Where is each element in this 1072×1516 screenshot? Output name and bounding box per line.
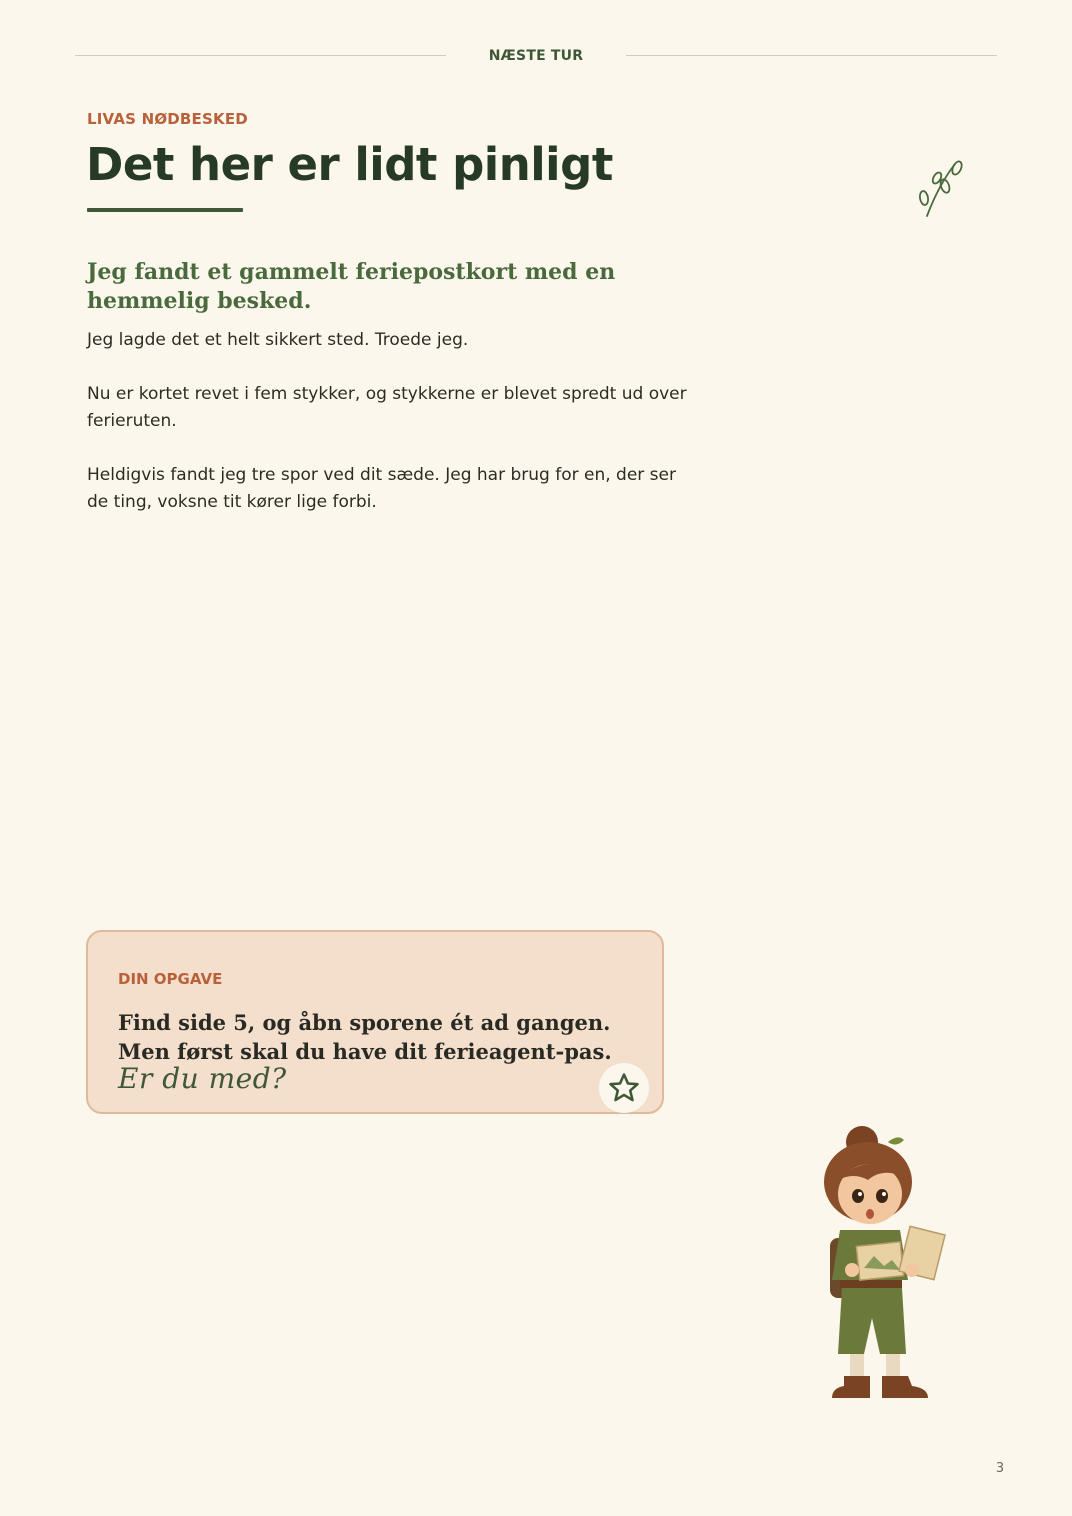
task-line-2: Men først skal du have dit ferieagent-pas.	[118, 1039, 612, 1064]
star-badge[interactable]	[599, 1063, 649, 1113]
task-label: DIN OPGAVE	[118, 970, 223, 988]
message-paragraph-3: Heldigvis fandt jeg tre spor ved dit sæde. Jeg har brug for en, der ser de ting, voksne tit kører lige forbi.	[87, 465, 676, 512]
section-eyebrow: LIVAS NØDBESKED	[87, 110, 248, 128]
page-header	[75, 48, 997, 66]
header-rule-right	[626, 55, 997, 56]
task-line-1: Find side 5, og åbn sporene ét ad gangen.	[118, 1010, 611, 1035]
leaf-sprig-icon	[915, 158, 967, 220]
task-instructions	[118, 1008, 638, 1066]
explorer-girl-illustration	[800, 1120, 960, 1420]
header-title: NÆSTE TUR	[488, 48, 584, 64]
star-icon	[607, 1071, 641, 1105]
message-subtitle: Jeg fandt et gammelt feriepostkort med en hemmelig besked.	[87, 259, 616, 314]
task-handwritten: Er du med?	[118, 1062, 287, 1095]
title-underline	[87, 208, 243, 212]
task-box	[86, 930, 664, 1114]
page-number: 3	[995, 1461, 1005, 1476]
message-paragraph-2: Nu er kortet revet i fem stykker, og stykkerne er blevet spredt ud over ferieruten.	[87, 384, 687, 431]
message-paragraph-1: Jeg lagde det et helt sikkert sted. Troede jeg.	[87, 330, 469, 350]
header-rule-left	[75, 55, 446, 56]
page-title: Det her er lidt pinligt	[86, 138, 613, 191]
